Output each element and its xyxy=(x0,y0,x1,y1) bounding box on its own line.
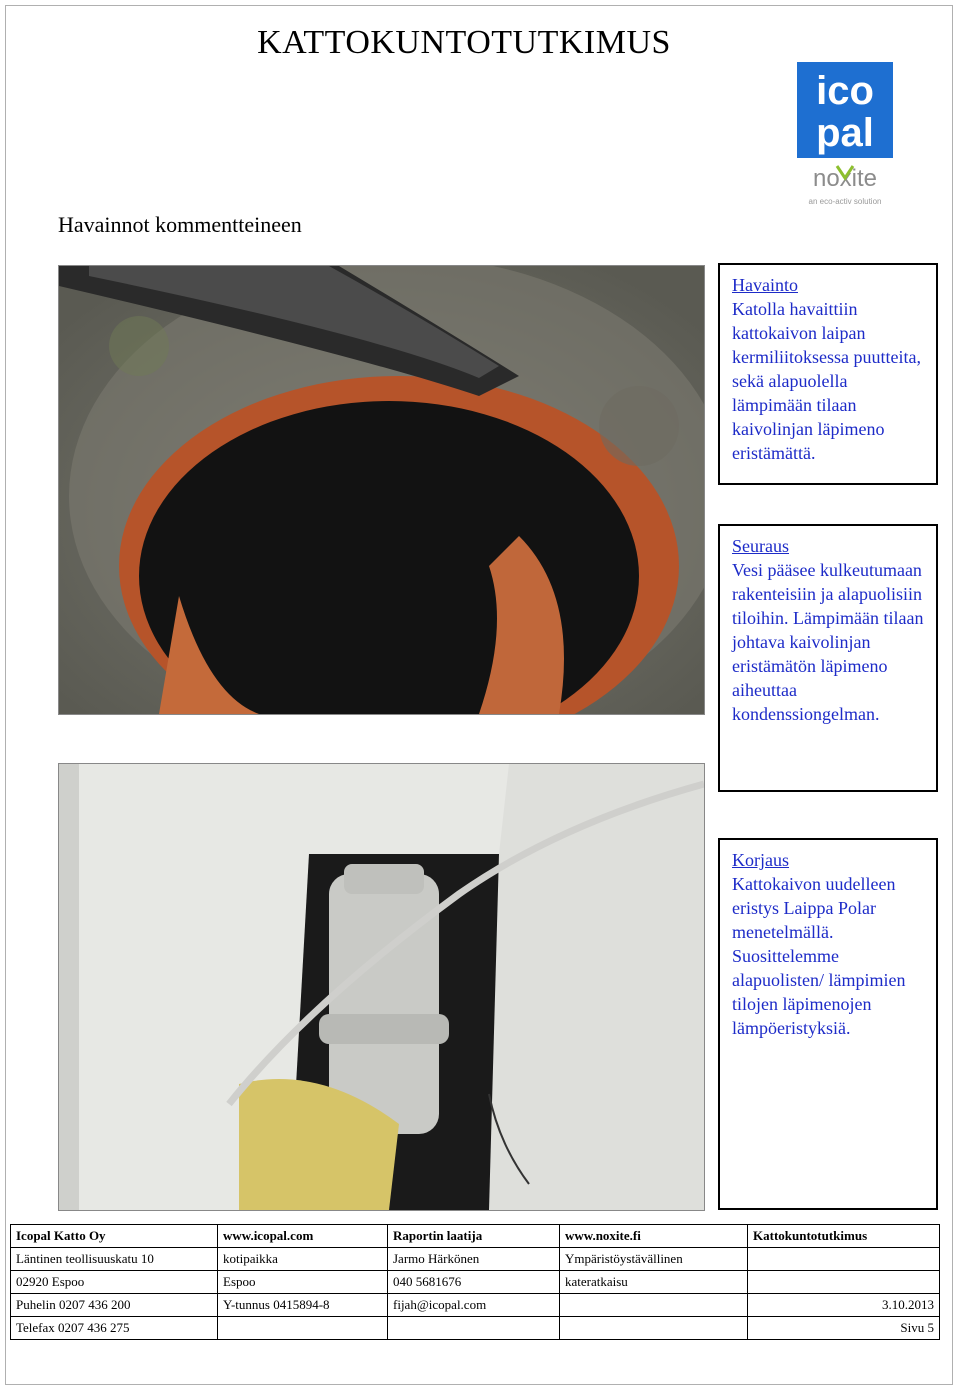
footer-cell: kotipaikka xyxy=(218,1248,388,1271)
footer-cell: fijah@icopal.com xyxy=(388,1294,560,1317)
footer-cell: Y-tunnus 0415894-8 xyxy=(218,1294,388,1317)
footer-cell xyxy=(748,1271,940,1294)
footer-page-number: Sivu 5 xyxy=(748,1317,940,1340)
footer-table xyxy=(10,1224,940,1340)
footer-cell: www.noxite.fi xyxy=(560,1225,748,1248)
footer-cell xyxy=(560,1294,748,1317)
logo-tagline: an eco-activ solution xyxy=(808,197,882,206)
consequence-text: Vesi pääsee kulkeutumaan rakenteisiin ja alapuolisiin tiloihin. Lämpimään tilaan johtava kaivolinjan eristämätön läpimeno aiheuttaa kondenssiongelman. xyxy=(732,560,924,724)
logo-text-top: ico xyxy=(816,69,874,113)
page-title: KATTOKUNTOTUTKIMUS xyxy=(257,24,671,61)
logo-subbrand: noxite xyxy=(812,165,878,192)
footer-cell: Ympäristöystävällinen xyxy=(560,1248,748,1271)
footer-cell: www.icopal.com xyxy=(218,1225,388,1248)
footer-cell xyxy=(388,1317,560,1340)
consequence-box xyxy=(718,524,938,792)
footer-date: 3.10.2013 xyxy=(748,1294,940,1317)
footer-row xyxy=(11,1294,940,1317)
footer-cell: kateratkaisu xyxy=(560,1271,748,1294)
footer-cell xyxy=(218,1317,388,1340)
roof-drain-photo xyxy=(58,265,705,715)
observation-text: Katolla havaittiin kattokaivon laipan kermiliitoksessa puutteita, sekä alapuolella lämpimään tilaan kaivolinjan läpimeno eristämättä. xyxy=(732,299,921,463)
section-subtitle: Havainnot kommentteineen xyxy=(58,212,302,237)
footer-cell: 02920 Espoo xyxy=(11,1271,218,1294)
footer-cell: 040 5681676 xyxy=(388,1271,560,1294)
pipe-penetration-photo xyxy=(58,763,705,1211)
footer-cell xyxy=(748,1248,940,1271)
footer-cell: Läntinen teollisuuskatu 10 xyxy=(11,1248,218,1271)
footer-cell xyxy=(560,1317,748,1340)
repair-heading: Korjaus xyxy=(732,850,789,870)
logo-text-bottom: pal xyxy=(816,111,874,155)
observation-box xyxy=(718,263,938,485)
footer-cell: Puhelin 0207 436 200 xyxy=(11,1294,218,1317)
footer-row xyxy=(11,1225,940,1248)
footer-cell: Icopal Katto Oy xyxy=(11,1225,218,1248)
repair-box xyxy=(718,838,938,1210)
footer-cell: Espoo xyxy=(218,1271,388,1294)
repair-text: Kattokaivon uudelleen eristys Laippa Polar menetelmällä. Suosittelemme alapuolisten/ lämpimien tilojen läpimenojen lämpöeristyksiä. xyxy=(732,874,906,1038)
footer-row xyxy=(11,1317,940,1340)
footer-cell: Telefax 0207 436 275 xyxy=(11,1317,218,1340)
footer-cell: Jarmo Härkönen xyxy=(388,1248,560,1271)
icopal-noxite-logo xyxy=(795,62,895,212)
footer-cell: Raportin laatija xyxy=(388,1225,560,1248)
consequence-heading: Seuraus xyxy=(732,536,789,556)
footer-row xyxy=(11,1271,940,1294)
observation-heading: Havainto xyxy=(732,275,798,295)
footer-cell: Kattokuntotutkimus xyxy=(748,1225,940,1248)
footer-row xyxy=(11,1248,940,1271)
